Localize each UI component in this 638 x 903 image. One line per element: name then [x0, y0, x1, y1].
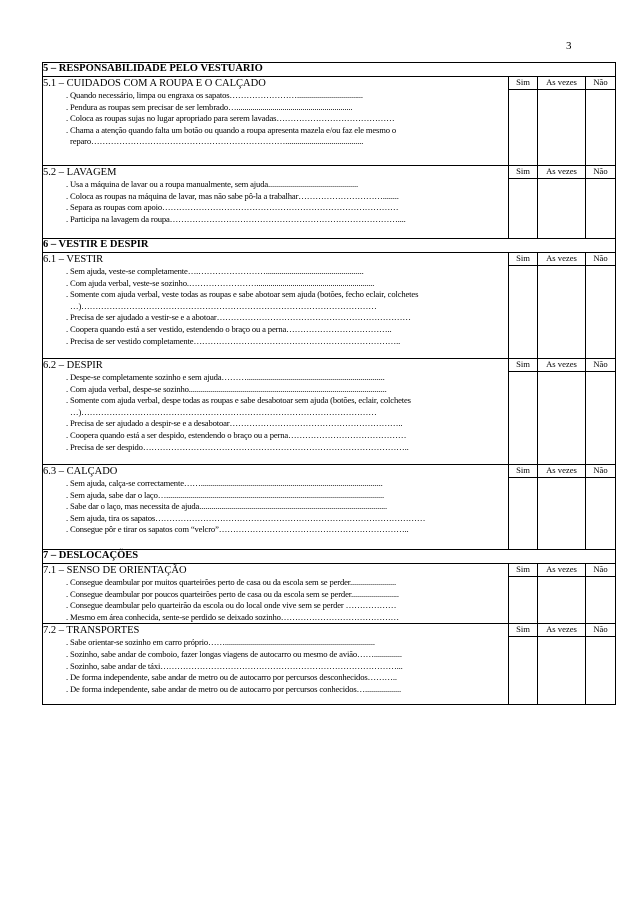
- sim-header: Sim: [509, 166, 537, 179]
- sim-column[interactable]: [509, 77, 538, 166]
- subsection-questions: [43, 253, 509, 359]
- sim-header: Sim: [509, 564, 537, 577]
- item: . Com ajuda verbal, veste-se sozinho.……………………...........................................................: [66, 277, 375, 288]
- sim-column[interactable]: [509, 465, 538, 550]
- item: . Somente com ajuda verbal, veste todas as roupas e sabe abotoar sem ajuda (botões, fecho eclair, colchetes …)……………………………………………………………………………………………: [66, 289, 419, 311]
- sim-header: Sim: [509, 77, 537, 90]
- nao-header: Não: [586, 253, 615, 266]
- nao-column[interactable]: [586, 624, 616, 705]
- subsection-row: [43, 166, 616, 239]
- item: . Consegue deambular pelo quarteirão da escola ou do local onde vive sem se perder ………………: [66, 600, 397, 611]
- item: . Chama a atenção quando falta um botão ou quando a roupa apresenta mazela e/ou faz ele mesmo o reparo…………………………………………………………….......................................: [66, 124, 397, 147]
- item: . Consegue deambular por muitos quarteirões perto de casa ou da escola sem se perder.......................: [66, 577, 396, 587]
- subsection-questions: [43, 624, 509, 705]
- item: . Pendura as roupas sem precisar de ser lembrado…..........................................................: [66, 101, 353, 112]
- item: . Coopera quando está a ser despido, estendendo o braço ou a perna……………………………………: [66, 429, 407, 440]
- subsection-title: 6.1 – VESTIR: [43, 254, 104, 265]
- item: . Consegue pôr e tirar os sapatos com “velcro”…………………………………………………………..: [66, 524, 409, 535]
- item: . Precisa de ser ajudado a vestir-se e a abotoar……………………………………………………………: [66, 312, 411, 323]
- section-title: 6 – VESTIR E DESPIR: [43, 239, 616, 253]
- item-list: [43, 637, 508, 695]
- item-list: [43, 179, 508, 225]
- nao-column[interactable]: [586, 77, 616, 166]
- as-vezes-column[interactable]: [538, 564, 586, 624]
- section-title: 5 – RESPONSABILIDADE PELO VESTUÁRIO: [43, 63, 616, 77]
- subsection-row: [43, 465, 616, 550]
- nao-column[interactable]: [586, 359, 616, 465]
- nao-header: Não: [586, 564, 615, 577]
- item-list: [43, 90, 508, 148]
- as-vezes-header: As vezes: [538, 624, 585, 637]
- sim-column[interactable]: [509, 564, 538, 624]
- nao-column[interactable]: [586, 465, 616, 550]
- item: . Sabe dar o laço, mas necessita de ajuda..............................................................................................: [66, 501, 388, 512]
- item: . Sabe orientar-se sozinho em carro próprio……...........................................................................: [66, 637, 375, 648]
- as-vezes-header: As vezes: [538, 564, 585, 577]
- item: . Coloca as roupas na máquina de lavar, mas não sabe pô-la a trabalhar…………………………........: [66, 190, 399, 201]
- item: . Somente com ajuda verbal, despe todas as roupas e sabe desabotoar sem ajuda (botões, eclair, colchetes …)……………………………………………………………………………………………: [66, 395, 411, 417]
- section-header-row: [43, 239, 616, 253]
- as-vezes-header: As vezes: [538, 465, 585, 478]
- section-header-row: [43, 550, 616, 564]
- as-vezes-header: As vezes: [538, 253, 585, 266]
- nao-column[interactable]: [586, 166, 616, 239]
- as-vezes-column[interactable]: [538, 465, 586, 550]
- item-list: [43, 478, 508, 536]
- section-header-row: [43, 63, 616, 77]
- subsection-questions: [43, 564, 509, 624]
- item-list: [43, 372, 508, 453]
- nao-header: Não: [586, 465, 615, 478]
- sim-header: Sim: [509, 465, 537, 478]
- nao-header: Não: [586, 166, 615, 179]
- form-body: [43, 63, 616, 705]
- as-vezes-column[interactable]: [538, 624, 586, 705]
- item: . De forma independente, sabe andar de metro ou de autocarro por percursos desconhecidos………..: [66, 672, 397, 683]
- item: . Sem ajuda, sabe dar o laço….............................................................................................................: [66, 489, 385, 500]
- item: . Participa na lavagem da roupa………………………………………………………………………....: [66, 213, 406, 224]
- subsection-title: 7.1 – SENSO DE ORIENTAÇÃO: [43, 565, 187, 576]
- item: . Consegue deambular por poucos quarteirões perto de casa ou da escola sem se perder........................: [66, 588, 399, 599]
- as-vezes-column[interactable]: [538, 359, 586, 465]
- subsection-questions: [43, 166, 509, 239]
- subsection-row: [43, 77, 616, 166]
- item: . Precisa de ser ajudado a despir-se e a desabotoar……………………………………………………..: [66, 418, 403, 429]
- section-title: 7 – DESLOCAÇÕES: [43, 550, 616, 564]
- nao-header: Não: [586, 359, 615, 372]
- item-list: [43, 577, 508, 623]
- subsection-title: 5.1 – CUIDADOS COM A ROUPA E O CALÇADO: [43, 78, 266, 89]
- subsection-questions: [43, 77, 509, 166]
- subsection-row: [43, 359, 616, 465]
- item: . Sem ajuda, tira os sapatos……………………………………………………………………………………: [66, 512, 426, 523]
- item: . Usa a máquina de lavar ou a roupa manualmente, sem ajuda.............................................: [66, 179, 358, 189]
- as-vezes-header: As vezes: [538, 359, 585, 372]
- subsection-title: 5.2 – LAVAGEM: [43, 167, 117, 178]
- item: . Sozinho, sabe andar de comboio, fazer longas viagens de autocarro ou mesmo de avião……..............: [66, 648, 402, 659]
- as-vezes-header: As vezes: [538, 166, 585, 179]
- subsection-row: [43, 564, 616, 624]
- sim-header: Sim: [509, 253, 537, 266]
- sim-column[interactable]: [509, 166, 538, 239]
- assessment-form-table: [42, 62, 616, 705]
- subsection-row: [43, 624, 616, 705]
- nao-column[interactable]: [586, 564, 616, 624]
- item-list: [43, 266, 508, 347]
- item: . Sozinho, sabe andar de táxi…………………………………………………………………………...: [66, 660, 403, 671]
- item: . Coopera quando está a ser vestido, estendendo o braço ou a perna………………………………..: [66, 323, 392, 334]
- subsection-questions: [43, 465, 509, 550]
- nao-header: Não: [586, 624, 615, 637]
- sim-header: Sim: [509, 624, 537, 637]
- subsection-title: 6.2 – DESPIR: [43, 360, 103, 371]
- item: . De forma independente, sabe andar de metro ou de autocarro por percursos conhecidos…..................: [66, 683, 401, 694]
- item: . Despe-se completamente sozinho e sem ajuda……….....................................................................: [66, 372, 385, 382]
- page-number: 3: [566, 40, 572, 52]
- item: . Com ajuda verbal, despe-se sozinho...................................................................................................: [66, 383, 387, 394]
- item: . Sem ajuda, veste-se completamente….…………………….................................................: [66, 266, 364, 276]
- sim-column[interactable]: [509, 359, 538, 465]
- subsection-title: 7.2 – TRANSPORTES: [43, 625, 140, 637]
- as-vezes-column[interactable]: [538, 166, 586, 239]
- subsection-questions: [43, 359, 509, 465]
- sim-column[interactable]: [509, 624, 538, 705]
- nao-column[interactable]: [586, 253, 616, 359]
- subsection-title: 6.3 – CALÇADO: [43, 466, 118, 477]
- subsection-row: [43, 253, 616, 359]
- item: . Precisa de ser despido…………………………………………………………………………………..: [66, 441, 409, 452]
- item: . Separa as roupas com apoio…………………………………………………………………………: [66, 202, 399, 213]
- item: . Mesmo em área conhecida, sente-se perdido se deixado sozinho……………………………………: [66, 611, 399, 622]
- sim-column[interactable]: [509, 253, 538, 359]
- item: . Sem ajuda, calça-se correctamente……...........................................................................................: [66, 478, 383, 488]
- as-vezes-column[interactable]: [538, 253, 586, 359]
- item: . Precisa de ser vestido completamente………………………………………………………………..: [66, 335, 401, 346]
- item: . Coloca as roupas sujas no lugar apropriado para serem lavadas……………………………………: [66, 113, 395, 124]
- as-vezes-header: As vezes: [538, 77, 585, 90]
- item: . Quando necessário, limpa ou engraxa os sapatos…………………….................................: [66, 90, 363, 100]
- sim-header: Sim: [509, 359, 537, 372]
- as-vezes-column[interactable]: [538, 77, 586, 166]
- nao-header: Não: [586, 77, 615, 90]
